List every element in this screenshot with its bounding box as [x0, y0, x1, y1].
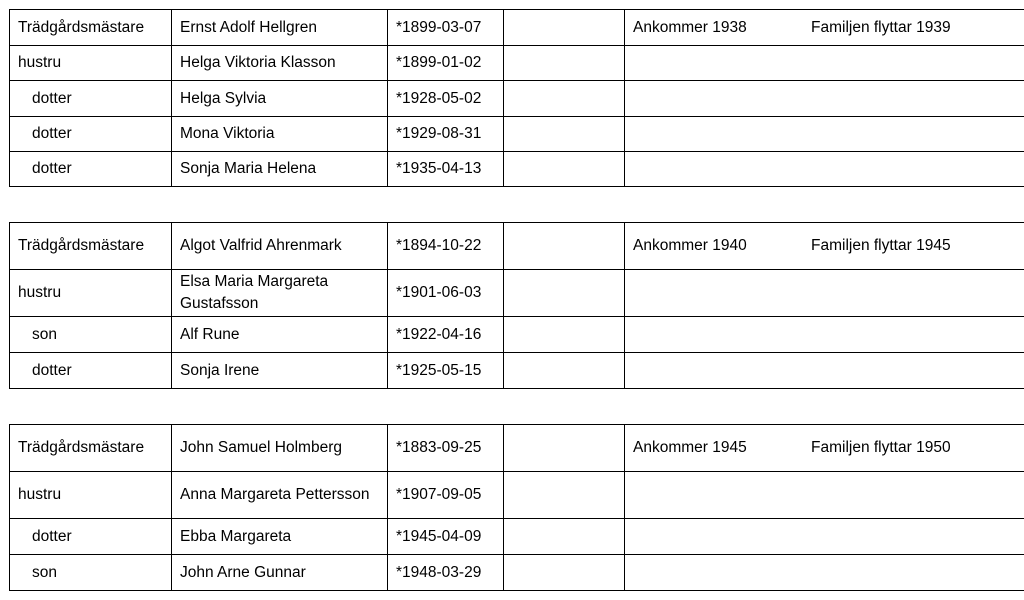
birth-date-cell: *1925-05-15 — [388, 353, 504, 389]
role-cell: dotter — [10, 353, 172, 389]
note-cell — [625, 519, 1024, 555]
table-spacer — [9, 187, 1013, 222]
family-register — [9, 9, 1013, 591]
name-cell: John Arne Gunnar — [172, 555, 388, 591]
departure-text: Familjen flyttar 1939 — [811, 18, 951, 36]
table-row — [10, 519, 1024, 555]
note-cell — [625, 117, 1024, 152]
note-cell — [625, 472, 1024, 519]
table-row — [10, 223, 1024, 270]
table-spacer — [9, 389, 1013, 424]
birth-date-cell: *1901-06-03 — [388, 270, 504, 317]
table-row — [10, 10, 1024, 46]
birth-date-cell: *1883-09-25 — [388, 425, 504, 472]
name-cell: Helga Sylvia — [172, 81, 388, 117]
role-cell: hustru — [10, 46, 172, 81]
departure-text: Familjen flyttar 1950 — [811, 439, 951, 456]
note-cell — [625, 10, 1024, 46]
table-row — [10, 152, 1024, 187]
table-row — [10, 425, 1024, 472]
note-cell — [625, 270, 1024, 317]
birth-date-cell: *1899-03-07 — [388, 10, 504, 46]
note-cell — [625, 317, 1024, 353]
role-cell: dotter — [10, 117, 172, 152]
birth-date-cell: *1928-05-02 — [388, 81, 504, 117]
note-cell — [625, 152, 1024, 187]
birth-date-cell: *1945-04-09 — [388, 519, 504, 555]
empty-cell — [504, 555, 625, 591]
birth-date-cell: *1894-10-22 — [388, 223, 504, 270]
name-cell: Mona Viktoria — [172, 117, 388, 152]
note-cell — [625, 81, 1024, 117]
birth-date-cell: *1907-09-05 — [388, 472, 504, 519]
table-row — [10, 46, 1024, 81]
family-table — [9, 424, 1024, 591]
empty-cell — [504, 317, 625, 353]
empty-cell — [504, 81, 625, 117]
name-cell: Alf Rune — [172, 317, 388, 353]
birth-date-cell: *1922-04-16 — [388, 317, 504, 353]
table-row — [10, 317, 1024, 353]
table-row — [10, 472, 1024, 519]
empty-cell — [504, 353, 625, 389]
arrival-text: Ankommer 1940 — [633, 237, 747, 254]
role-cell: son — [10, 317, 172, 353]
birth-date-cell: *1929-08-31 — [388, 117, 504, 152]
empty-cell — [504, 425, 625, 472]
name-cell: Algot Valfrid Ahrenmark — [172, 223, 388, 270]
note-cell — [625, 223, 1024, 270]
family-table — [9, 222, 1024, 389]
name-cell: John Samuel Holmberg — [172, 425, 388, 472]
note-cell — [625, 353, 1024, 389]
birth-date-cell: *1948-03-29 — [388, 555, 504, 591]
name-cell: Ernst Adolf Hellgren — [172, 10, 388, 46]
empty-cell — [504, 223, 625, 270]
empty-cell — [504, 472, 625, 519]
role-cell: hustru — [10, 472, 172, 519]
role-cell: hustru — [10, 270, 172, 317]
role-cell: Trädgårdsmästare — [10, 223, 172, 270]
role-cell: dotter — [10, 81, 172, 117]
role-cell: Trädgårdsmästare — [10, 10, 172, 46]
arrival-text: Ankommer 1945 — [633, 439, 747, 456]
role-cell: Trädgårdsmästare — [10, 425, 172, 472]
name-cell: Ebba Margareta — [172, 519, 388, 555]
note-cell — [625, 46, 1024, 81]
table-row — [10, 555, 1024, 591]
empty-cell — [504, 10, 625, 46]
role-cell: dotter — [10, 152, 172, 187]
birth-date-cell: *1899-01-02 — [388, 46, 504, 81]
name-cell: Helga Viktoria Klasson — [172, 46, 388, 81]
role-cell: dotter — [10, 519, 172, 555]
empty-cell — [504, 519, 625, 555]
birth-date-cell: *1935-04-13 — [388, 152, 504, 187]
name-cell: Sonja Irene — [172, 353, 388, 389]
name-cell: Anna Margareta Pettersson — [172, 472, 388, 519]
empty-cell — [504, 117, 625, 152]
table-row — [10, 117, 1024, 152]
empty-cell — [504, 46, 625, 81]
family-table — [9, 9, 1024, 187]
note-cell — [625, 425, 1024, 472]
name-cell: Elsa Maria Margareta Gustafsson — [172, 270, 388, 317]
empty-cell — [504, 152, 625, 187]
arrival-text: Ankommer 1938 — [633, 18, 747, 36]
empty-cell — [504, 270, 625, 317]
table-row — [10, 353, 1024, 389]
note-cell — [625, 555, 1024, 591]
role-cell: son — [10, 555, 172, 591]
name-cell: Sonja Maria Helena — [172, 152, 388, 187]
departure-text: Familjen flyttar 1945 — [811, 237, 951, 254]
table-row — [10, 81, 1024, 117]
table-row — [10, 270, 1024, 317]
